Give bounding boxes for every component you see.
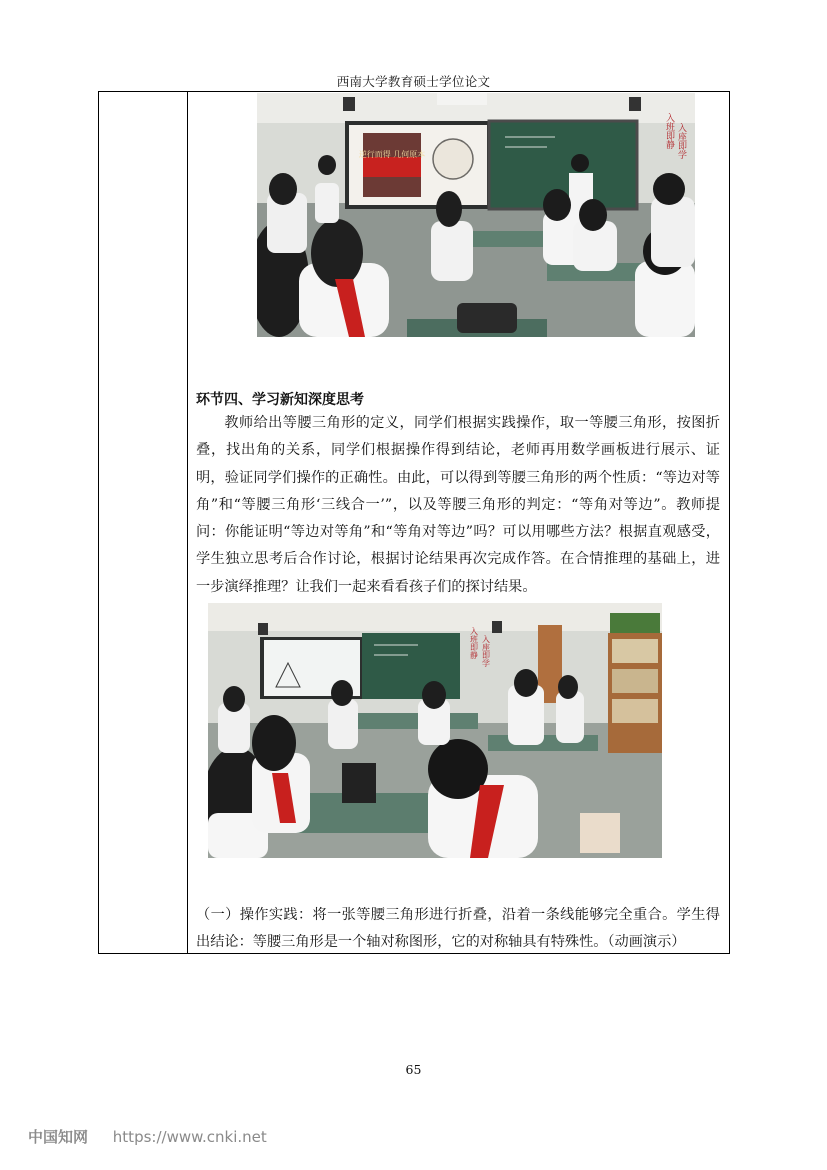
- classroom-photo-groupwork: [208, 603, 662, 858]
- body-paragraph-1: 教师给出等腰三角形的定义，同学们根据实践操作，取一等腰三角形，按图折叠，找出角的关系，同学们根据操作得到结论，老师再用数学画板进行展示、证明，验证同学们操作的正确性。由此，可以得到等腰三角形的两个性质：“等边对等角”和“等腰三角形‘三线合一’”，以及等腰三角形的判定：“等角对等边”。教师提问：你能证明“等边对等角”和“等角对等边”吗？可以用哪些方法？根据直观感受，学生独立思考后合作讨论，根据讨论结果再次完成作答。在合情推理的基础上，进一步演绎推理？让我们一起来看看孩子们的探讨结果。: [196, 415, 720, 595]
- wall-calligraphy-right: 入座即学: [676, 123, 686, 159]
- classroom-photo-lecture: [257, 93, 695, 337]
- wall-calligraphy-left: 入班即静: [664, 113, 674, 149]
- wall-calligraphy-right: 入座即学: [481, 635, 491, 667]
- watermark-site-name: 中国知网: [28, 1128, 89, 1146]
- body-paragraph-2: （一）操作实践：将一张等腰三角形进行折叠，沿着一条线能够完全重合。学生得出结论：等腰三角形是一个轴对称图形，它的对称轴具有特殊性。（动画演示）: [196, 907, 720, 951]
- watermark-site-url: https://www.cnki.net: [112, 1128, 267, 1146]
- table-column-divider: [187, 92, 188, 954]
- running-header: 西南大学教育硕士学位论文: [336, 74, 491, 89]
- wall-calligraphy-left: 入班即静: [469, 627, 479, 659]
- cnki-watermark: [28, 1126, 267, 1147]
- page-number: 65: [405, 1062, 422, 1077]
- section-heading: 环节四、学习新知深度思考: [196, 392, 364, 408]
- slide-caption: 逆行而得 几何原本: [358, 150, 426, 159]
